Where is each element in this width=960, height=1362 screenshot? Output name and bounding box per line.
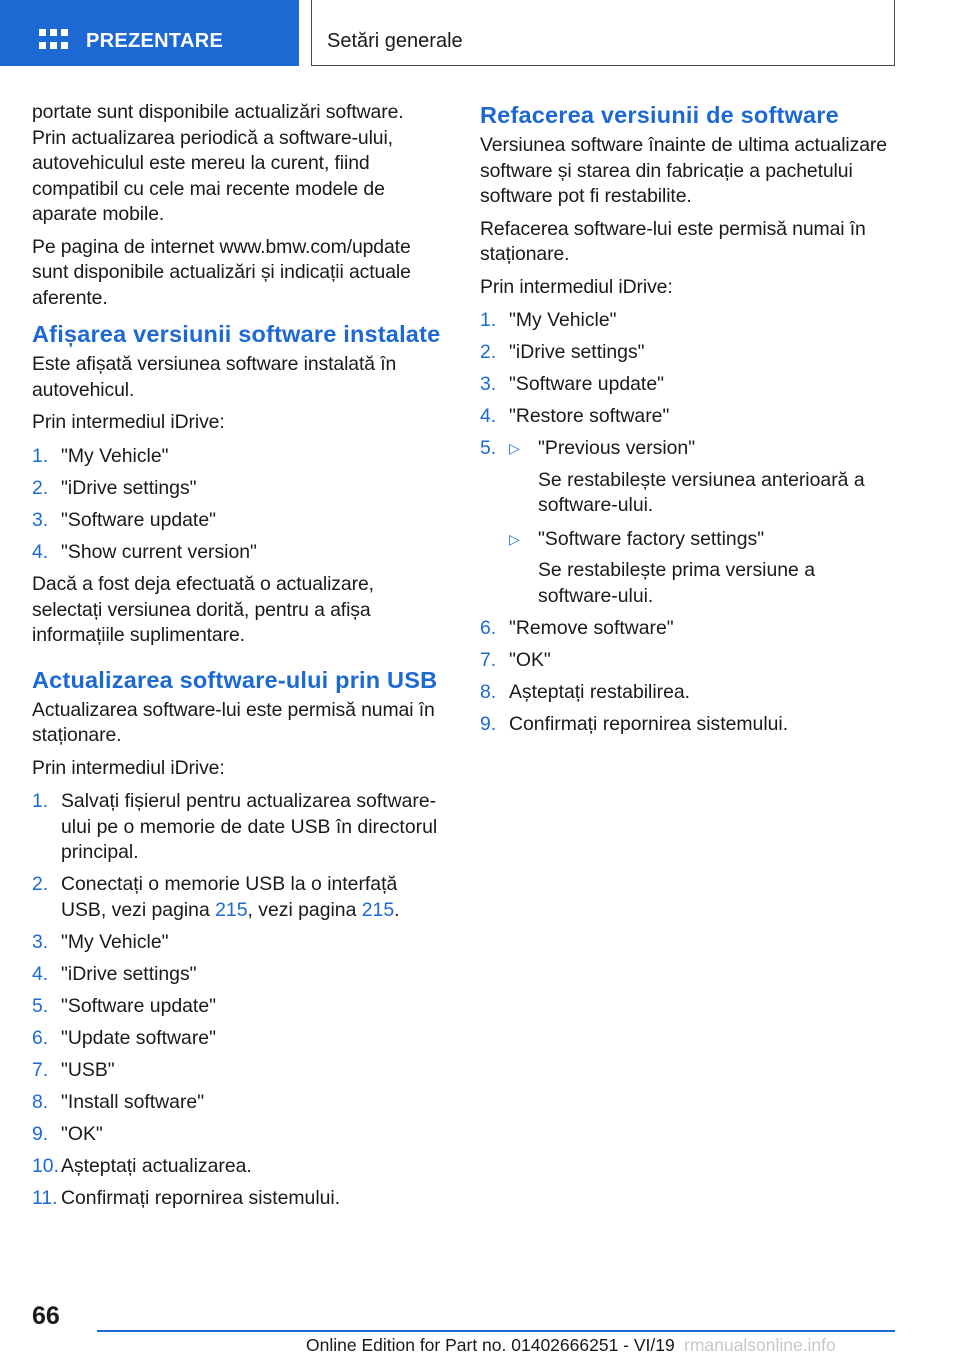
left-column <box>32 100 442 1218</box>
restore-steps <box>480 308 890 737</box>
step-text: "Software update" <box>61 994 216 1017</box>
list-item <box>32 1122 442 1148</box>
step-text: "Remove software" <box>509 616 674 639</box>
list-item <box>480 712 890 738</box>
triangle-bullet-icon: ▷ <box>509 530 520 547</box>
list-item <box>32 994 442 1020</box>
list-item <box>480 616 890 642</box>
list-item <box>32 1026 442 1052</box>
list-item <box>32 1154 442 1180</box>
step-text: "My Vehicle" <box>61 444 169 467</box>
usb-steps <box>32 789 442 1211</box>
option-label: "Previous version" <box>538 437 696 459</box>
step-number: 4. <box>32 962 49 985</box>
step-text: "Update software" <box>61 1026 216 1049</box>
step-number: 2. <box>32 476 49 499</box>
page-header <box>0 0 960 66</box>
list-item <box>32 789 442 866</box>
step-number: 5. <box>480 437 497 459</box>
step-text: "Software update" <box>509 373 664 395</box>
step-number: 2. <box>32 873 49 895</box>
step-text-a: Conectați o memorie USB la o interfață USB, vezi pagina <box>61 873 398 921</box>
step-text: "OK" <box>509 648 551 671</box>
list-item <box>480 436 890 609</box>
list-item <box>32 1186 442 1212</box>
step-text-c: . <box>394 898 400 921</box>
page-reference-link[interactable]: 215 <box>215 898 248 921</box>
option-list <box>509 436 890 609</box>
section-title-box <box>311 0 895 66</box>
chapter-tab-prezentare[interactable] <box>0 0 299 66</box>
step-number: 3. <box>32 930 49 953</box>
step-text: "OK" <box>61 1122 103 1145</box>
option-label: "Software factory settings" <box>538 527 765 550</box>
triangle-bullet-icon: ▷ <box>509 440 520 456</box>
heading-usb-update: Actualizarea software-ului prin USB <box>32 666 438 693</box>
list-item <box>32 930 442 956</box>
grid-menu-icon <box>39 29 67 51</box>
step-number: 1. <box>32 790 49 812</box>
footer-edition: Online Edition for Part no. 01402666251 - VI/19 <box>306 1335 675 1355</box>
list-item <box>32 540 442 566</box>
step-text: "iDrive settings" <box>61 962 197 985</box>
step-number: 8. <box>32 1090 49 1113</box>
step-number: 5. <box>32 994 49 1017</box>
step-text: "Show current version" <box>61 540 257 563</box>
option-description: Se restabilește versiunea anterioară a software-ului. <box>538 468 865 516</box>
list-item <box>32 1090 442 1116</box>
section-title: Setări generale <box>327 30 463 52</box>
list-item <box>480 648 890 674</box>
list-item <box>32 1058 442 1084</box>
step-text: Salvați fișierul pentru actualizarea software-ului pe o memorie de date USB în directorul principal. <box>61 790 438 863</box>
show-version-paragraph-3: Dacă a fost deja efectuată o actualizare, selectați versiunea dorită, pentru a afișa informațiile suplimentare. <box>32 573 374 646</box>
heading-show-installed-version: Afișarea versiunii software instalate <box>32 321 441 347</box>
restore-paragraph-2: Refacerea software-lui este permisă numai în staționare. <box>480 217 866 265</box>
list-item <box>32 508 442 534</box>
show-version-steps <box>32 444 442 566</box>
watermark: rmanualsonline.info <box>684 1335 836 1355</box>
chapter-tab-label: PREZENTARE <box>86 30 224 52</box>
right-column <box>480 100 890 744</box>
step-text: "iDrive settings" <box>61 476 197 499</box>
option-description: Se restabilește prima versiune a software-ului. <box>538 559 815 607</box>
step-text: Așteptați restabilirea. <box>509 680 691 703</box>
page-reference-link[interactable]: 215 <box>361 898 395 921</box>
list-item <box>32 872 442 923</box>
list-item <box>480 308 890 334</box>
step-text: "Install software" <box>61 1090 205 1113</box>
step-text: "Restore software" <box>509 405 670 427</box>
heading-restore-software: Refacerea versiunii de software <box>480 102 839 128</box>
step-number: 4. <box>32 540 49 563</box>
list-item <box>480 404 890 430</box>
list-item <box>32 476 442 502</box>
step-number: 11. <box>32 1186 58 1209</box>
restore-paragraph-1: Versiunea software înainte de ultima actualizare software și starea din fabricație a pachetului software pot fi restabilite. <box>480 134 887 207</box>
option-item <box>509 436 890 519</box>
step-number: 9. <box>32 1122 49 1145</box>
step-number: 3. <box>480 373 497 395</box>
step-number: 3. <box>32 508 49 531</box>
step-number: 6. <box>32 1026 49 1049</box>
step-number: 9. <box>480 712 497 735</box>
list-item <box>480 372 890 398</box>
step-number: 8. <box>480 680 497 703</box>
step-number: 7. <box>32 1058 49 1081</box>
restore-paragraph-3: Prin intermediul iDrive: <box>480 275 673 298</box>
step-number: 7. <box>480 648 497 671</box>
step-text: Confirmați repornirea sistemului. <box>61 1186 341 1209</box>
show-version-paragraph-2: Prin intermediul iDrive: <box>32 411 225 433</box>
page-number: 66 <box>32 1302 60 1330</box>
list-item <box>480 680 890 706</box>
usb-paragraph-1: Actualizarea software-lui este permisă numai în staționare. <box>32 698 435 746</box>
show-version-paragraph-1: Este afișată versiunea software instalată în autovehicul. <box>32 353 397 401</box>
option-item <box>509 527 890 610</box>
step-text: "iDrive settings" <box>509 341 645 363</box>
step-number: 2. <box>480 341 497 363</box>
usb-paragraph-2: Prin intermediul iDrive: <box>32 756 225 779</box>
list-item <box>32 962 442 988</box>
step-text-b: , vezi pagina <box>247 898 362 921</box>
intro-paragraph-2: Pe pagina de internet www.bmw.com/update sunt disponibile actualizări și indicații actuale aferente. <box>32 235 411 309</box>
step-number: 4. <box>480 405 497 427</box>
step-text: Așteptați actualizarea. <box>61 1154 252 1177</box>
step-number: 1. <box>32 444 49 467</box>
intro-paragraph-1: portate sunt disponibile actualizări software. Prin actualizarea periodică a software-ului, autovehiculul este mereu la curent, fiind compatibil cu cele mai recente modele de aparate mobile. <box>32 101 404 225</box>
step-number: 1. <box>480 309 497 331</box>
step-text: "My Vehicle" <box>509 309 617 331</box>
list-item <box>32 444 442 470</box>
step-text: "USB" <box>61 1058 115 1081</box>
step-text: "My Vehicle" <box>61 930 169 953</box>
step-number: 10. <box>32 1154 59 1177</box>
step-text: Confirmați repornirea sistemului. <box>509 712 789 735</box>
step-text: "Software update" <box>61 508 216 531</box>
list-item <box>480 340 890 366</box>
footer-divider <box>97 1330 895 1332</box>
step-number: 6. <box>480 616 497 639</box>
